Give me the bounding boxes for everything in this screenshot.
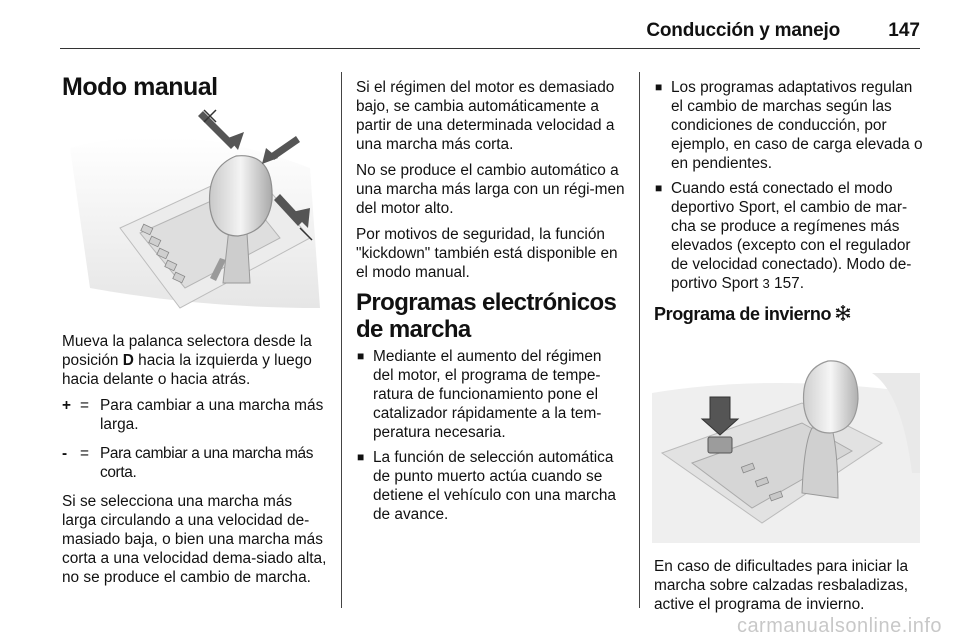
auto-downshift-paragraph: Si el régimen del motor es demasiado bajo, se cambia automáticamente a partir de una determinada velocidad a una marcha más corta. bbox=[356, 79, 615, 153]
snowflake-icon bbox=[834, 304, 852, 322]
section-heading-winter-program: Programa de invierno bbox=[654, 303, 924, 325]
column-divider-right bbox=[639, 72, 640, 608]
definition-downshift: - = Para cambiar a una marcha más corta. bbox=[62, 444, 328, 482]
list-item: ■ La función de selección automática de punto muerto actúa cuando se detiene el vehículo con una marcha de avance. bbox=[357, 449, 616, 523]
plus-key: + bbox=[62, 397, 71, 414]
column-middle bbox=[356, 78, 626, 530]
minus-key: - bbox=[62, 445, 68, 462]
manual-mode-note: Si se selecciona una marcha más larga circulando a una velocidad de-masiado baja, o bien una marcha más corta a una velocidad dema-siado alta, no se produce el cambio de marcha. bbox=[62, 493, 327, 586]
section-heading-electronic-programs: Programas electrónicos de marcha bbox=[356, 289, 617, 343]
adaptive-programs-list bbox=[654, 78, 924, 293]
no-upshift-paragraph: No se produce el cambio automático a una marcha más larga con un régi-men del motor alto. bbox=[356, 162, 625, 217]
manual-mode-intro: Mueva la palanca selectora desde la posición D hacia la izquierda y luego hacia delante o hacia atrás. bbox=[62, 333, 312, 388]
section-heading-manual-mode: Modo manual bbox=[62, 73, 218, 101]
winter-program-paragraph: En caso de dificultades para iniciar la marcha sobre calzadas resbaladizas, active el programa de invierno. bbox=[654, 558, 909, 613]
definition-upshift: + = Para cambiar a una marcha más larga. bbox=[62, 396, 328, 434]
shift-definitions bbox=[62, 396, 328, 482]
watermark: carmanualsonline.info bbox=[736, 615, 942, 637]
kickdown-paragraph: Por motivos de seguridad, la función "kickdown" también está disponible en el modo manual. bbox=[356, 226, 618, 281]
column-left bbox=[62, 72, 328, 594]
position-d-label: D bbox=[122, 352, 134, 369]
page-reference[interactable]: 157. bbox=[769, 275, 805, 292]
list-item: ■ Cuando está conectado el modo deportivo Sport, el cambio de mar-cha se produce a regímenes más elevados (excepto con el regulador de velocidad conectado). Modo de-portivo Sport 3 157. bbox=[655, 180, 912, 292]
electronic-programs-list bbox=[356, 347, 626, 524]
page-header bbox=[60, 12, 920, 49]
winter-button-illustration bbox=[652, 333, 920, 543]
gear-selector-illustration bbox=[60, 108, 328, 318]
downshift-text: Para cambiar a una marcha más corta. bbox=[100, 445, 314, 481]
list-item: ■ Los programas adaptativos regulan el cambio de marchas según las condiciones de conducción, por ejemplo, en caso de carga elevada o en pendientes. bbox=[655, 79, 923, 172]
page-number: 147 bbox=[888, 20, 920, 41]
upshift-text: Para cambiar a una marcha más larga. bbox=[100, 397, 324, 433]
column-right bbox=[654, 78, 924, 621]
chapter-title: Conducción y manejo bbox=[646, 20, 840, 41]
page-reference-arrow-icon: 3 bbox=[762, 276, 770, 291]
list-item: ■ Mediante el aumento del régimen del motor, el programa de tempe-ratura de funcionamiento pone el catalizador rápidamente a la tem-peratura necesaria. bbox=[357, 348, 602, 441]
column-divider-left bbox=[341, 72, 342, 608]
